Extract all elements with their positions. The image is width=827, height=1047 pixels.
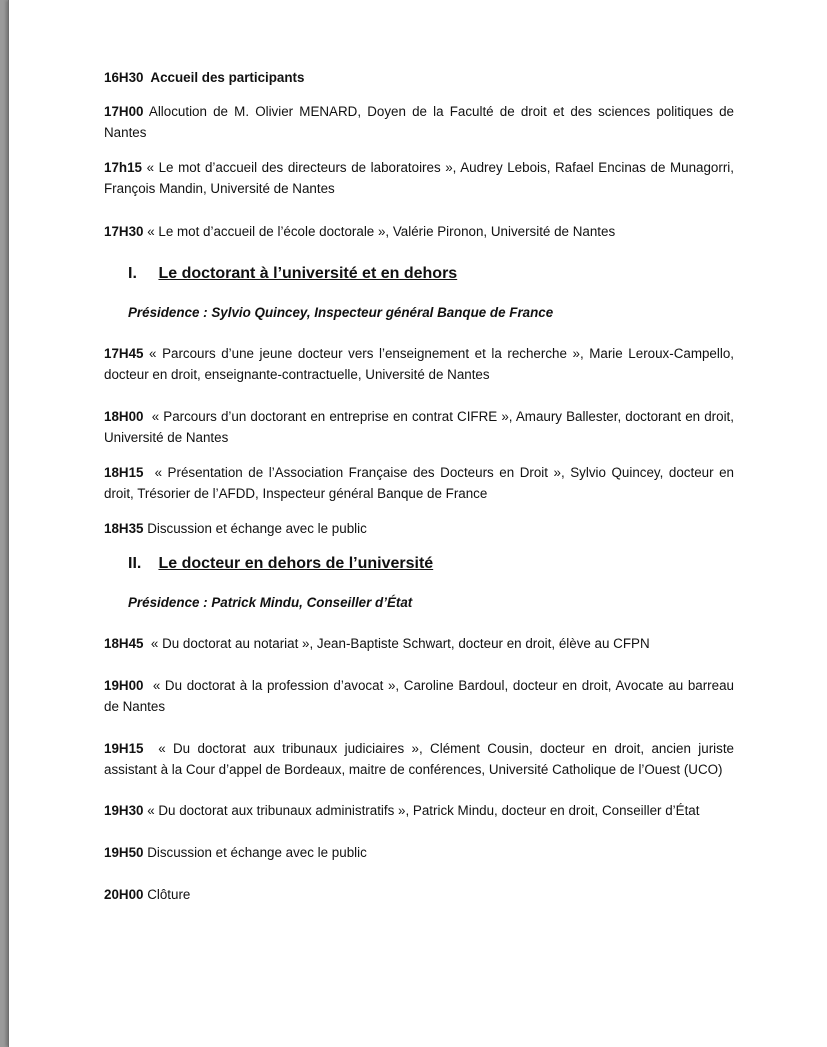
- presidence-line: Présidence : Sylvio Quincey, Inspecteur général Banque de France: [128, 305, 554, 320]
- item-time: 16H30: [104, 70, 144, 85]
- item-time: 17H45: [104, 346, 144, 361]
- document-page: [8, 0, 827, 1047]
- section-heading: [104, 263, 734, 284]
- item-text: « Le mot d’accueil des directeurs de laboratoires », Audrey Lebois, Rafael Encinas de Munagorri, François Mandin, Université de Nantes: [104, 160, 734, 196]
- section-number: I.: [128, 265, 137, 282]
- program-item: [104, 462, 734, 504]
- program-item: [104, 633, 734, 654]
- presidence-line: Présidence : Patrick Mindu, Conseiller d’État: [128, 595, 413, 610]
- item-time: 19H30: [104, 803, 144, 818]
- item-text: « Du doctorat au notariat », Jean-Baptiste Schwart, docteur en droit, élève au CFPN: [150, 636, 650, 651]
- item-text: Clôture: [147, 887, 191, 902]
- item-text: « Parcours d’une jeune docteur vers l’enseignement et la recherche », Marie Leroux-Campello, docteur en droit, enseignante-contractuelle, Université de Nantes: [104, 346, 734, 382]
- section-title: Le doctorant à l’université et en dehors: [158, 265, 458, 282]
- program-item: [104, 842, 734, 863]
- item-time: 17h15: [104, 160, 142, 175]
- item-time: 18H15: [104, 465, 144, 480]
- program-item: [104, 221, 734, 242]
- program-item: [104, 738, 734, 780]
- program-item: [104, 343, 734, 385]
- item-time: 18H00: [104, 409, 144, 424]
- program-item: [104, 675, 734, 717]
- item-text: Discussion et échange avec le public: [147, 521, 367, 536]
- program-item: [104, 800, 734, 821]
- program-item: [104, 518, 734, 539]
- program-content: [104, 64, 734, 905]
- item-time: 17H00: [104, 104, 144, 119]
- item-time: 17H30: [104, 224, 144, 239]
- program-item: [104, 157, 734, 199]
- item-text: Discussion et échange avec le public: [147, 845, 367, 860]
- item-text: « Du doctorat aux tribunaux judiciaires », Clément Cousin, docteur en droit, ancien juriste assistant à la Cour d’appel de Bordeaux, maitre de conférences, Université Catholique de l’Ouest (UCO): [104, 741, 734, 777]
- item-time: 20H00: [104, 887, 144, 902]
- item-time: 18H35: [104, 521, 144, 536]
- item-time: 19H50: [104, 845, 144, 860]
- program-item: [104, 101, 734, 143]
- item-text: « Du doctorat à la profession d’avocat », Caroline Bardoul, docteur en droit, Avocate au barreau de Nantes: [104, 678, 734, 714]
- item-text: « Parcours d’un doctorant en entreprise en contrat CIFRE », Amaury Ballester, doctorant en droit, Université de Nantes: [104, 409, 735, 445]
- program-item: [104, 406, 734, 448]
- item-text: Accueil des participants: [150, 70, 305, 85]
- item-text: « Le mot d’accueil de l’école doctorale », Valérie Pironon, Université de Nantes: [147, 224, 616, 239]
- section-number: II.: [128, 555, 142, 572]
- item-text: « Présentation de l’Association Française des Docteurs en Droit », Sylvio Quincey, docteur en droit, Trésorier de l’AFDD, Inspecteur général Banque de France: [104, 465, 734, 501]
- item-text: « Du doctorat aux tribunaux administratifs », Patrick Mindu, docteur en droit, Conseiller d’État: [147, 803, 700, 818]
- item-text: Allocution de M. Olivier MENARD, Doyen de la Faculté de droit et des sciences politiques de Nantes: [104, 104, 734, 140]
- item-time: 18H45: [104, 636, 144, 651]
- item-time: 19H00: [104, 678, 144, 693]
- item-time: 19H15: [104, 741, 144, 756]
- program-item: [104, 884, 734, 905]
- section-heading: [104, 553, 734, 574]
- program-item-welcome: [104, 67, 734, 88]
- section-title: Le docteur en dehors de l’université: [158, 555, 434, 572]
